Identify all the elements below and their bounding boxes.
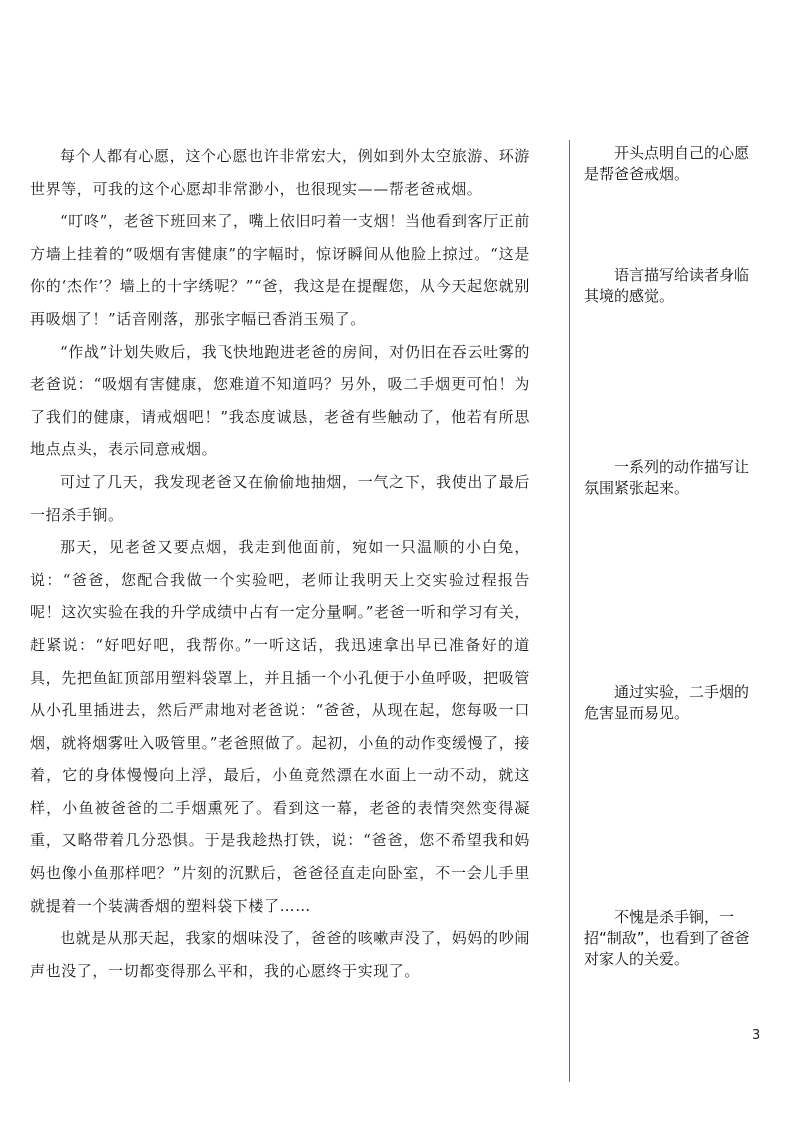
essay-paragraph-4: 可过了几天，我发现老爸又在偷偷地抽烟，一气之下，我使出了最后一招杀手锏。 bbox=[30, 472, 530, 524]
essay-body bbox=[30, 140, 530, 987]
essay-paragraph-5: 那天，见老爸又要点烟，我走到他面前，宛如一只温顺的小白兔，说：“爸爸，您配合我做一个实验吧，老师让我明天上交实验过程报告呢！这次实验在我的升学成绩中占有一定分量啊。”老爸一听和学习有关，赶紧说：“好吧好吧，我帮你。”一听这话，我迅速拿出早已准备好的道具，先把鱼缸顶部用塑料袋罩上，并且插一个小孔便于小鱼呼吸，把吸管从小孔里插进去，然后严肃地对老爸说：“爸爸，从现在起，您每吸一口烟，就将烟雾吐入吸管里。”老爸照做了。起初，小鱼的动作变缓慢了，接着，它的身体慢慢向上浮，最后，小鱼竟然漂在水面上一动不动，就这样，小鱼被爸爸的二手烟熏死了。看到这一幕，老爸的表情突然变得凝重，又略带着几分恐惧。于是我趁热打铁，说：“爸爸，您不希望我和妈妈也像小鱼那样吧？”片刻的沉默后，爸爸径直走向卧室，不一会儿手里就提着一个装满香烟的塑料袋下楼了…… bbox=[30, 538, 530, 915]
margin-note-3: 一系列的动作描写让氛围紧张起来。 bbox=[584, 458, 750, 497]
margin-note-2: 语言描写给读者身临其境的感觉。 bbox=[584, 266, 750, 305]
margin-note-4: 通过实验，二手烟的危害显而易见。 bbox=[584, 683, 750, 722]
essay-paragraph-1: 每个人都有心愿，这个心愿也许非常宏大，例如到外太空旅游、环游世界等，可我的这个心愿却非常渺小，也很现实——帮老爸戒烟。 bbox=[30, 147, 530, 198]
margin-note-1: 开头点明自己的心愿是帮爸爸戒烟。 bbox=[584, 144, 750, 183]
margin-note-5: 不愧是杀手锏，一招“制敌”，也看到了爸爸对家人的关爱。 bbox=[584, 908, 750, 968]
essay-paragraph-3: “作战”计划失败后，我飞快地跑进老爸的房间，对仍旧在吞云吐雾的老爸说：“吸烟有害健康，您难道不知道吗？另外，吸二手烟更可怕！为了我们的健康，请戒烟吧！”我态度诚恳，老爸有些触动了，他若有所思地点点头，表示同意戒烟。 bbox=[30, 342, 530, 459]
essay-paragraph-2: “叮咚”，老爸下班回来了，嘴上依旧叼着一支烟！当他看到客厅正前方墙上挂着的“吸烟有害健康”的字幅时，惊讶瞬间从他脸上掠过。“这是你的‘杰作’？墙上的十字绣呢？”“爸，我这是在提醒您，从今天起您就别再吸烟了！”话音刚落，那张字幅已香消玉殒了。 bbox=[30, 212, 530, 328]
margin-divider-line bbox=[569, 140, 570, 1082]
page-number: 3 bbox=[752, 1028, 761, 1043]
essay-paragraph-6: 也就是从那天起，我家的烟味没了，爸爸的咳嗽声没了，妈妈的吵闹声也没了，一切都变得那么平和，我的心愿终于实现了。 bbox=[30, 929, 530, 980]
